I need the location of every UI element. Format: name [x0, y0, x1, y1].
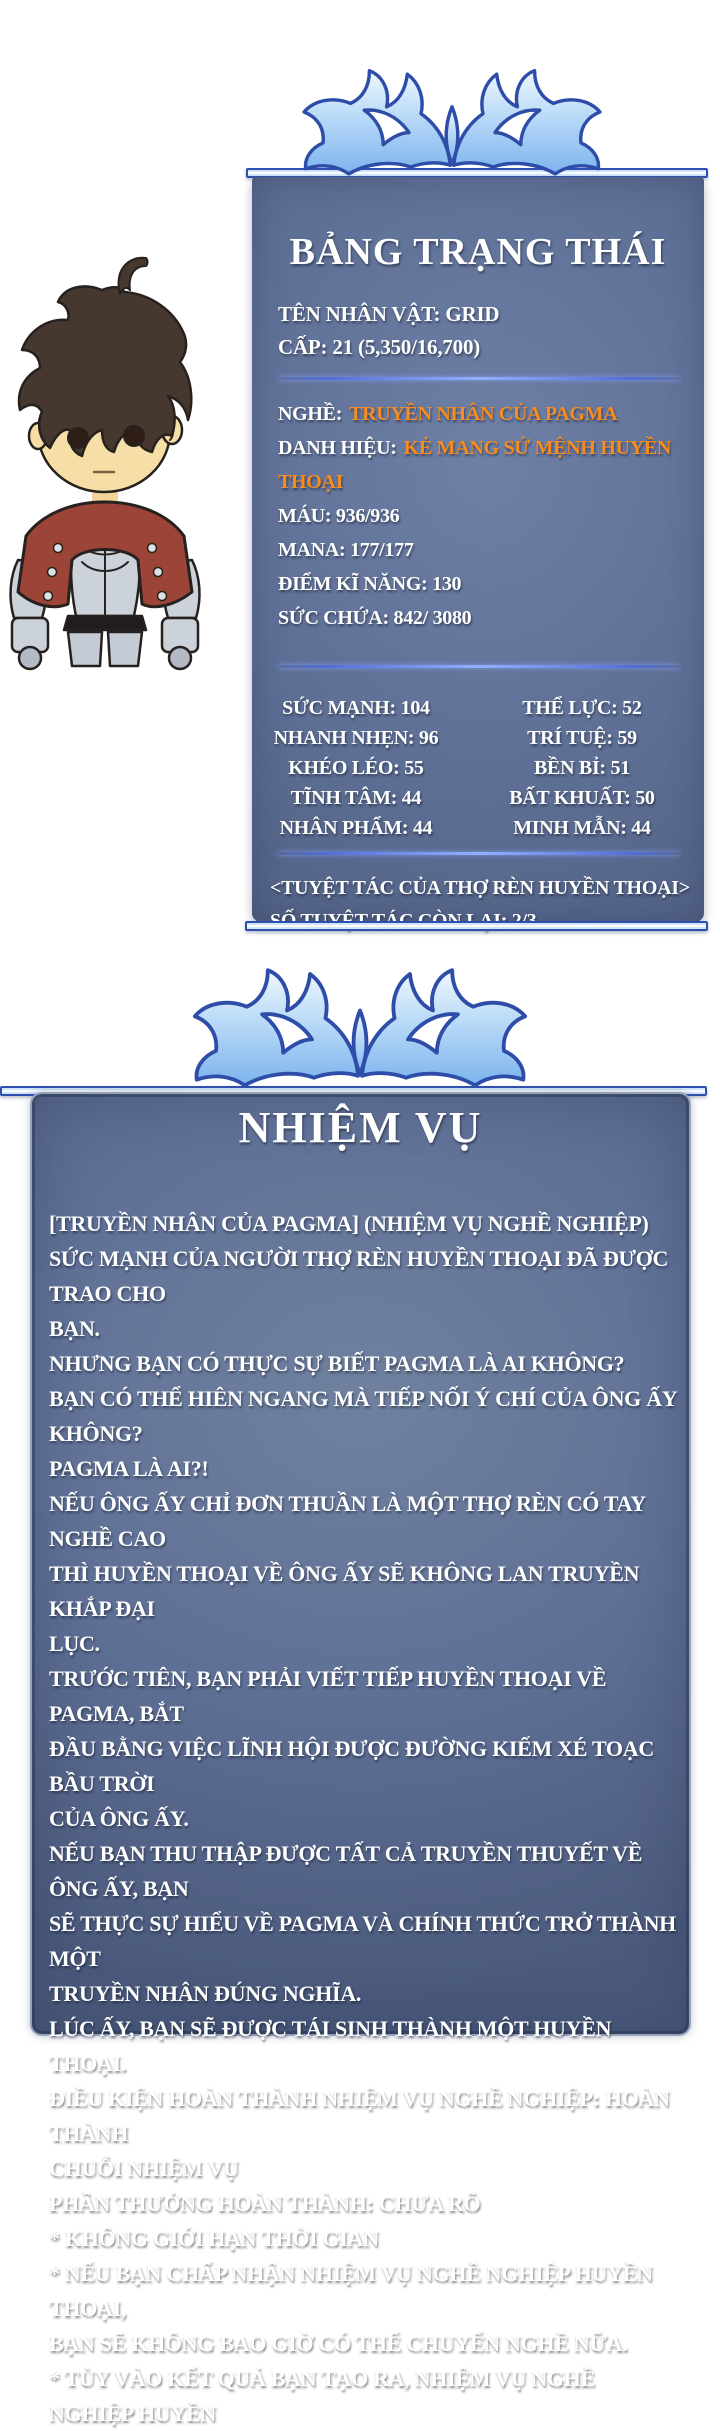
stat-line: TRÍ TUỆ: 59 [527, 727, 637, 749]
stats-column-left [252, 693, 460, 843]
stat-line: TĨNH TÂM: 44 [290, 787, 422, 809]
quest-line: LỤC. [49, 1631, 100, 1656]
quest-line: NHƯNG BẠN CÓ THỰC SỰ BIẾT PAGMA LÀ AI KHÔNG? [49, 1351, 625, 1376]
masterpiece-title: <TUYỆT TÁC CỦA THỢ RÈN HUYỀN THOẠI> [270, 877, 690, 899]
stat-line: BẤT KHUẤT: 50 [509, 787, 655, 809]
quest-line: NẾU ÔNG ẤY CHỈ ĐƠN THUẦN LÀ MỘT THỢ RÈN CÓ TAY NGHỀ CAO [49, 1491, 645, 1551]
stat-line: KHÉO LÉO: 55 [288, 757, 424, 779]
character-illustration [2, 230, 208, 666]
vital-line: ĐIỂM KĨ NĂNG: 130 [278, 573, 462, 595]
honor-value: KẺ MANG SỨ MỆNH HUYỀN THOẠI [278, 437, 672, 493]
quest-panel [30, 1092, 691, 2426]
quest-line: BẠN CÓ THỂ HIÊN NGANG MÀ TIẾP NỐI Ý CHÍ CỦA ÔNG ẤY KHÔNG? [49, 1386, 677, 1446]
honor-label: DANH HIỆU: [278, 437, 397, 459]
status-panel [252, 177, 704, 922]
quest-line: SỨC MẠNH CỦA NGƯỜI THỢ RÈN HUYỀN THOẠI ĐÃ ĐƯỢC TRAO CHO [49, 1246, 669, 1306]
quest-line: NẾU BẠN THU THẬP ĐƯỢC TẤT CẢ TRUYỀN THUYẾT VỀ ÔNG ẤY, BẠN [49, 1841, 643, 1901]
quest-line: SẼ THỰC SỰ HIỂU VỀ PAGMA VÀ CHÍNH THỨC TRỞ THÀNH MỘT [49, 1911, 676, 1971]
stat-line: THỂ LỰC: 52 [522, 697, 642, 719]
divider-line [278, 852, 680, 855]
vital-line: MÁU: 936/936 [278, 505, 400, 527]
quest-line: CHUỖI NHIỆM VỤ [49, 2156, 239, 2181]
quest-line: BẠN SẼ KHÔNG BAO GIỜ CÓ THỂ CHUYỂN NGHỀ NỮA. [49, 2331, 628, 2356]
wing-ornament-status [280, 52, 624, 184]
info-line: CẤP: 21 (5,350/16,700) [278, 335, 481, 359]
quest-line: ĐIỀU KIỆN HOÀN THÀNH NHIỆM VỤ NGHỀ NGHIỆP: HOÀN THÀNH [49, 2086, 670, 2146]
quest-line: [TRUYỀN NHÂN CỦA PAGMA] (NHIỆM VỤ NGHỀ NGHIỆP) [49, 1211, 649, 1236]
quest-line: THÌ HUYỀN THOẠI VỀ ÔNG ẤY SẼ KHÔNG LAN TRUYỀN KHẮP ĐẠI [49, 1561, 640, 1621]
wing-ornament-quest [168, 950, 552, 1096]
stat-line: SỨC MẠNH: 104 [282, 697, 430, 719]
job-line [278, 397, 692, 431]
stats-column-right [460, 693, 704, 843]
job-value: TRUYỀN NHÂN CỦA PAGMA [349, 403, 618, 425]
quest-text-block [32, 1206, 689, 2431]
quest-line: BẠN. [49, 1316, 100, 1341]
stat-line: MINH MẪN: 44 [513, 817, 651, 839]
vitals-block [278, 499, 692, 635]
status-panel-bottom-bar [245, 921, 708, 931]
quest-line: LÚC ẤY, BẠN SẼ ĐƯỢC TÁI SINH THÀNH MỘT HUYỀN THOẠI. [49, 2016, 612, 2076]
vital-line: SỨC CHỨA: 842/ 3080 [278, 607, 472, 629]
quest-line: * TÙY VÀO KẾT QUẢ BẠN TẠO RA, NHIỆM VỤ NGHỀ NGHIỆP HUYỀN [49, 2366, 595, 2426]
stat-line: BỀN BỈ: 51 [533, 757, 630, 779]
attributes-block [252, 397, 704, 635]
quest-line: PAGMA LÀ AI?! [49, 1456, 209, 1481]
quest-line: CỦA ÔNG ẤY. [49, 1806, 189, 1831]
quest-line: TRUYỀN NHÂN ĐÚNG NGHĨA. [49, 1981, 362, 2006]
quest-line: * NẾU BẠN CHẤP NHẬN NHIỆM VỤ NGHỀ NGHIỆP HUYỀN THOẠI, [49, 2261, 653, 2321]
vital-line: MANA: 177/177 [278, 539, 414, 561]
quest-line: PHẦN THƯỞNG HOÀN THÀNH: CHƯA RÕ [49, 2191, 481, 2216]
divider-line [278, 665, 680, 668]
stat-line: NHANH NHẸN: 96 [273, 727, 439, 749]
quest-line: * KHÔNG GIỚI HẠN THỜI GIAN [49, 2226, 379, 2251]
quest-line: ĐẦU BẰNG VIỆC LĨNH HỘI ĐƯỢC ĐƯỜNG KIẾM XÉ TOẠC BẦU TRỜI [49, 1736, 654, 1796]
divider-line [278, 377, 680, 380]
stats-block [252, 693, 704, 843]
identity-block [252, 298, 704, 364]
info-line: TÊN NHÂN VẬT: GRID [278, 302, 500, 326]
honor-line [278, 431, 692, 499]
quest-panel-title: NHIỆM VỤ [238, 1103, 483, 1152]
status-panel-title: BẢNG TRẠNG THÁI [289, 231, 667, 273]
job-label: NGHỀ: [278, 403, 343, 425]
quest-line: TRƯỚC TIÊN, BẠN PHẢI VIẾT TIẾP HUYỀN THOẠI VỀ PAGMA, BẮT [49, 1666, 607, 1726]
stat-line: NHÂN PHẨM: 44 [279, 817, 433, 839]
